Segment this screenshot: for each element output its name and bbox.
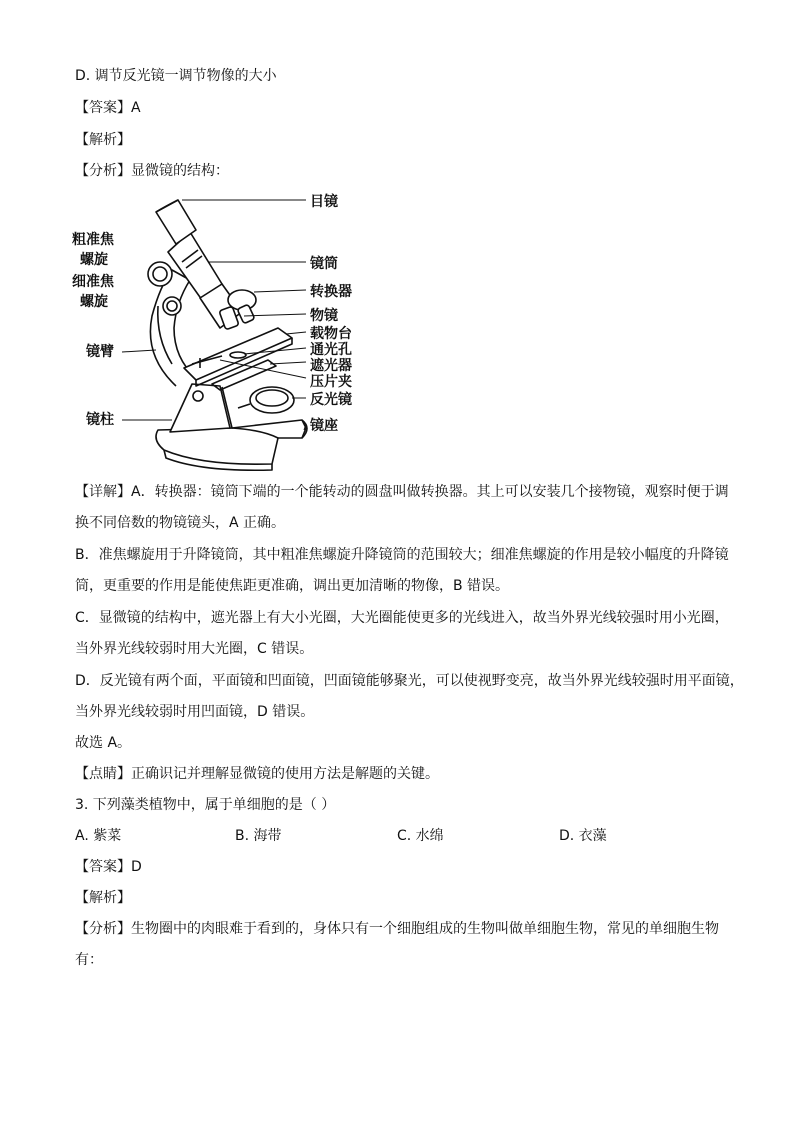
detail-c-line1: C．显微镜的结构中，遮光器上有大小光圈，大光圈能使更多的光线进入，故当外界光线较强时用小光圈， <box>75 610 729 626</box>
detail-b-line2: 筒，更重要的作用是能使焦距更准确，调出更加清晰的物像，B 错误。 <box>75 578 510 594</box>
q3-option-c: C. 水绵 <box>397 828 444 844</box>
choose-answer: 故选 A。 <box>75 735 132 751</box>
label-mirror: 反光镜 <box>310 392 352 408</box>
label-fine-2: 螺旋 <box>80 294 108 310</box>
analysis-label-2: 【解析】 <box>75 890 131 906</box>
question-3: 3. 下列藻类植物中，属于单细胞的是（ ） <box>75 797 336 813</box>
detail-c-line2: 当外界光线较弱时用大光圈，C 错误。 <box>75 641 314 657</box>
detail-d-line1: D．反光镜有两个面，平面镜和凹面镜，凹面镜能够聚光，可以使视野变亮，故当外界光线较强时用平面镜， <box>75 673 744 689</box>
analysis2-line1: 【分析】生物圈中的肉眼难于看到的，身体只有一个细胞组成的生物叫做单细胞生物，常见的单细胞生物 <box>75 921 719 937</box>
q3-option-a: A. 紫菜 <box>75 828 122 844</box>
key-point: 【点睛】正确识记并理解显微镜的使用方法是解题的关键。 <box>75 766 439 782</box>
analysis-intro: 【分析】显微镜的结构： <box>75 163 229 179</box>
microscope-diagram <box>72 188 372 472</box>
q3-option-b: B. 海带 <box>235 828 282 844</box>
analysis2-line2: 有： <box>75 952 103 968</box>
q3-option-d: D. 衣藻 <box>559 828 607 844</box>
analysis-label: 【解析】 <box>75 132 131 148</box>
label-objective: 物镜 <box>310 308 338 324</box>
label-diaphragm: 遮光器 <box>310 358 352 374</box>
answer-label: 【答案】A <box>75 100 141 116</box>
label-converter: 转换器 <box>310 284 352 300</box>
label-coarse-2: 螺旋 <box>80 252 108 268</box>
label-clip: 压片夹 <box>310 374 352 390</box>
label-arm: 镜臂 <box>86 344 114 360</box>
label-fine-1: 细准焦 <box>72 274 114 290</box>
label-stage: 载物台 <box>310 326 352 342</box>
detail-b-line1: B．准焦螺旋用于升降镜筒，其中粗准焦螺旋升降镜筒的范围较大；细准焦螺旋的作用是较小幅度的升降镜 <box>75 547 729 563</box>
label-pillar: 镜柱 <box>86 412 114 428</box>
detail-a-line2: 换不同倍数的物镜镜头，A 正确。 <box>75 515 286 531</box>
detail-a-line1: 【详解】A．转换器：镜筒下端的一个能转动的圆盘叫做转换器。其上可以安装几个接物镜，观察时便于调 <box>75 484 729 500</box>
detail-d-line2: 当外界光线较弱时用凹面镜，D 错误。 <box>75 704 315 720</box>
label-coarse-1: 粗准焦 <box>72 232 114 248</box>
option-d-text: D. 调节反光镜一调节物像的大小 <box>75 68 277 84</box>
label-tube: 镜筒 <box>310 256 338 272</box>
label-eyepiece: 目镜 <box>310 194 338 210</box>
answer-label-2: 【答案】D <box>75 859 142 875</box>
label-base: 镜座 <box>310 418 338 434</box>
microscope-svg <box>72 188 372 472</box>
label-aperture: 通光孔 <box>310 342 352 358</box>
